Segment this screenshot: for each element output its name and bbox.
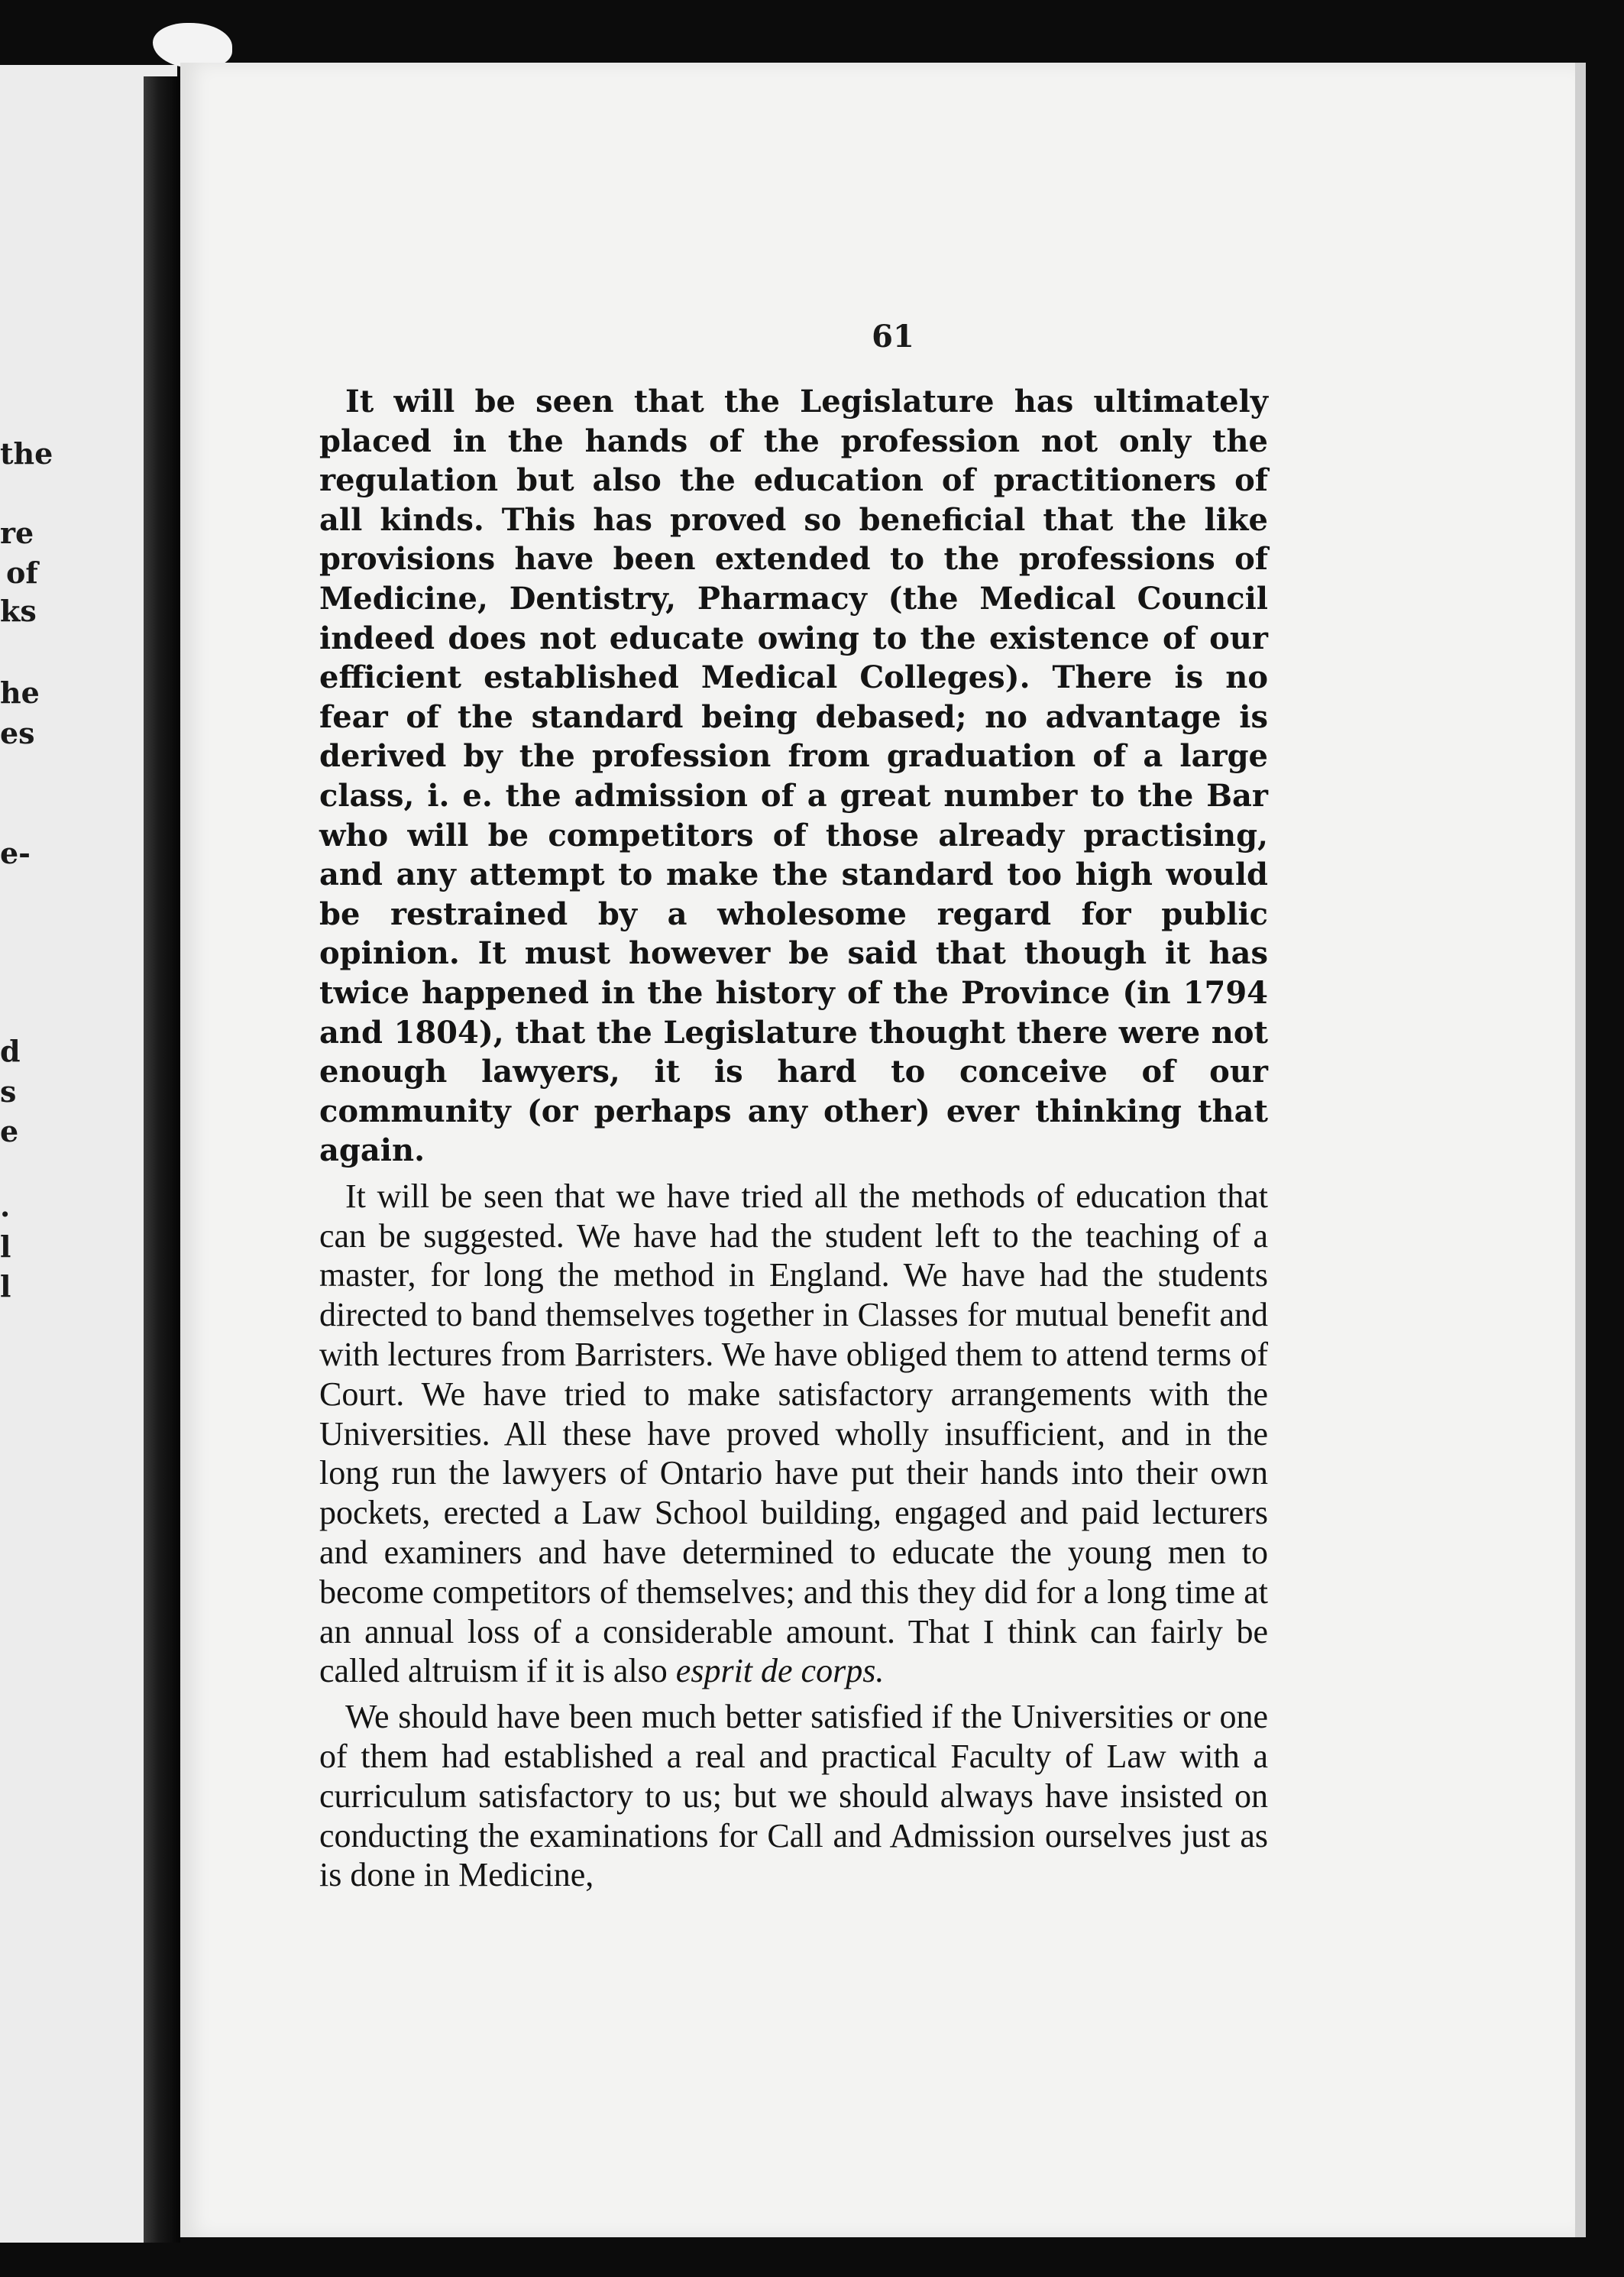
left-fragment-text: d — [0, 1034, 21, 1068]
left-fragment-text: re — [0, 516, 34, 550]
left-fragment-text: es — [0, 716, 35, 750]
left-fragment-text: ks — [0, 594, 37, 628]
left-fragment-text: e — [0, 1114, 19, 1148]
paragraph-methods-of-education — [319, 1177, 1268, 1691]
book-page — [180, 63, 1575, 2237]
paragraph-text: It will be seen that we have tried all the methods of education that can be suggested. We have had the student left to the teaching of a master, for long the method in England. We have had the students directed to band themselves together in Classes for mutual benefit and with lectures from Barristers. We have obliged them to attend terms of Court. We have tried to make satisfactory arrangements with the Universities. All these have proved wholly insufficient, and in the long run the lawyers of Ontario have put their hands into their own pockets, erected a Law School building, engaged and paid lecturers and examiners and have determined to educate the young men to become competitors of themselves; and this they did for a long time at an annual loss of a considerable amount. That I think can fairly be called altruism if it is also — [319, 1177, 1268, 1690]
left-fragment-text: e- — [0, 836, 31, 870]
paper-tear — [153, 23, 232, 69]
binding-gutter — [144, 76, 180, 2243]
left-fragment-text: the — [0, 436, 53, 471]
italic-phrase: esprit de corps. — [675, 1652, 885, 1690]
left-fragment-text: l — [0, 1269, 11, 1304]
page-number: 61 — [872, 319, 914, 355]
paragraph-legislature: It will be seen that the Legislature has ultimately placed in the hands of the profession not only the regulation but also the education of practitioners of all kinds. This has proved so beneficial that the like provisions have been extended to the professions of Medicine, Dentistry, Pharmacy (the Medical Council indeed does not educate owing to the existence of our efficient established Medical Colleges). There is no fear of the standard being debased; no advantage is derived by the profession from graduation of a large class, i. e. the admission of a great number to the Bar who will be competitors of those already practising, and any attempt to make the standard too high would be restrained by a wholesome regard for public opinion. It must however be said that though it has twice happened in the history of the Province (in 1794 and 1804), that the Legislature thought there were not enough lawyers, it is hard to conceive of our community (or perhaps any other) ever thinking that again. — [319, 384, 1268, 1169]
left-fragment-text: l — [0, 1229, 11, 1264]
left-fragment-text: s — [0, 1074, 17, 1109]
left-fragment-text: of — [6, 555, 38, 590]
page-body — [319, 382, 1268, 1895]
paragraph-universities: We should have been much better satisfied if the Universities or one of them had established a real and practical Faculty of Law with a curriculum satisfactory to us; but we should always have insisted on conducting the examinations for Call and Admission ourselves just as is done in Medicine, — [319, 1698, 1268, 1894]
left-fragment-text: . — [0, 1189, 11, 1223]
left-fragment-text: he — [0, 675, 40, 710]
page-edge — [1575, 63, 1586, 2237]
